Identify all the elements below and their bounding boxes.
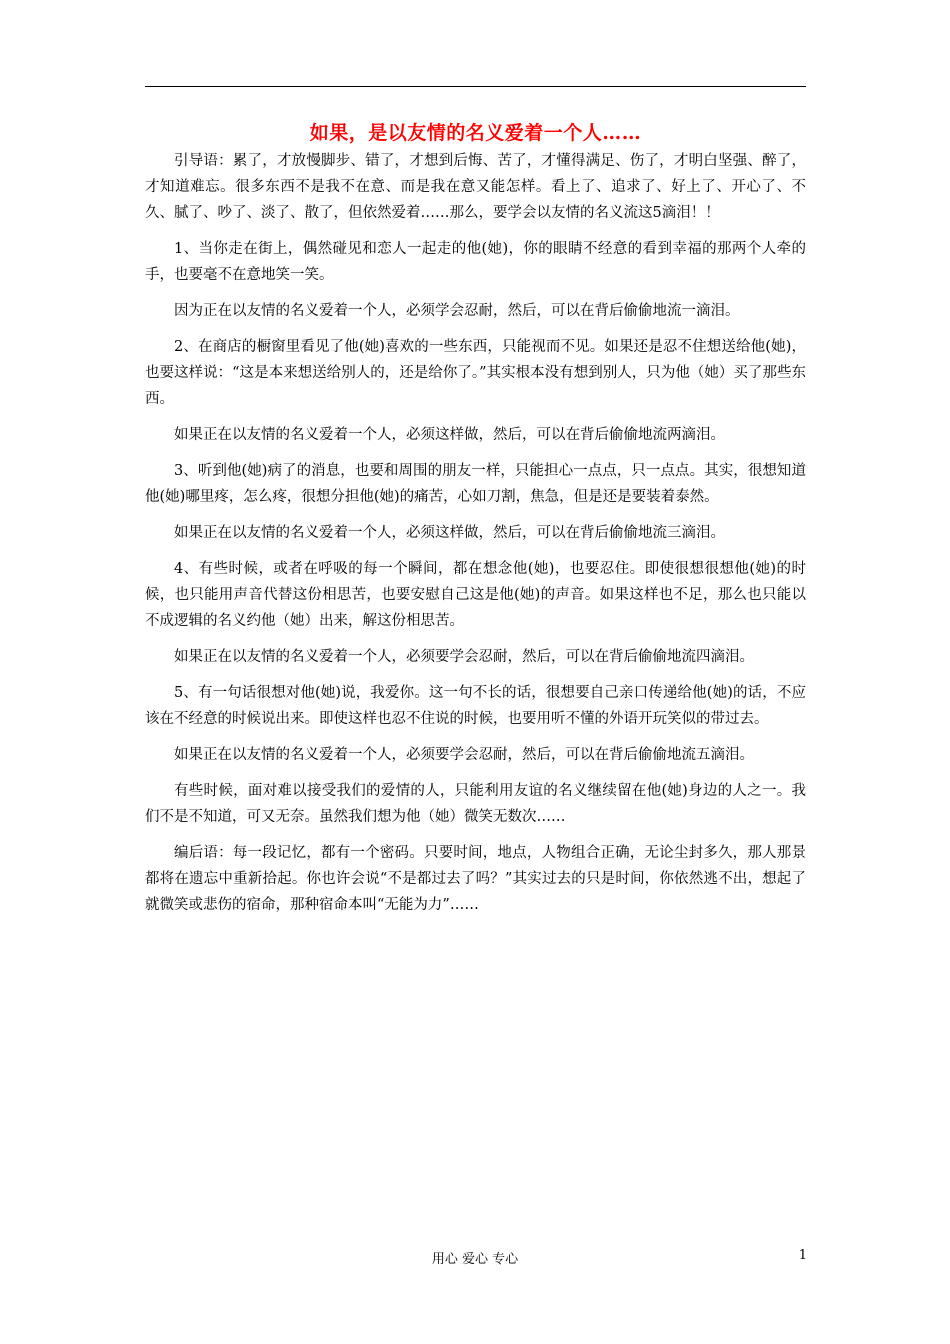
paragraph-9: 5、有一句话很想对他(她)说，我爱你。这一句不长的话，很想要自己亲口传递给他(她)的话，不应该在不经意的时候说出来。即使这样也忍不住说的时候，也要用听不懂的外语开玩笑似的带过去。 [145, 685, 806, 727]
paragraph-11: 有些时候，面对难以接受我们的爱情的人，只能利用友谊的名义继续留在他(她)身边的人之一。我们不是不知道，可又无奈。虽然我们想为他（她）微笑无数次…… [145, 783, 806, 825]
paragraph-2: 因为正在以友情的名义爱着一个人，必须学会忍耐，然后，可以在背后偷偷地流一滴泪。 [174, 303, 740, 319]
page-footer [0, 1248, 950, 1268]
document-title: 如果，是以友情的名义爱着一个人…… [309, 122, 642, 144]
paragraph-5: 3、听到他(她)病了的消息，也要和周围的朋友一样，只能担心一点点，只一点点。其实，很想知道他(她)哪里疼，怎么疼，很想分担他(她)的痛苦，心如刀割，焦急，但是还是要装着泰然。 [145, 463, 806, 505]
footer-text: 用心 爱心 专心 [431, 1252, 519, 1267]
page-number: 1 [798, 1248, 807, 1263]
paragraph-10: 如果正在以友情的名义爱着一个人，必须要学会忍耐，然后，可以在背后偷偷地流五滴泪。 [174, 747, 754, 763]
document-body [145, 120, 806, 918]
paragraph-3: 2、在商店的橱窗里看见了他(她)喜欢的一些东西，只能视而不见。如果还是忍不住想送给他(她)，也要这样说：“这是本来想送给别人的，还是给你了。”其实根本没有想到别人，只为他（她）买了那些东西。 [145, 339, 806, 407]
intro-paragraph: 引导语：累了，才放慢脚步、错了，才想到后悔、苦了，才懂得满足、伤了，才明白坚强、醉了，才知道难忘。很多东西不是我不在意、而是我在意又能怎样。看上了、追求了、好上了、开心了、不久、腻了、吵了、淡了、散了，但依然爱着……那么，要学会以友情的名义流这5滴泪！！ [145, 153, 806, 221]
paragraph-7: 4、有些时候，或者在呼吸的每一个瞬间，都在想念他(她)，也要忍住。即使很想很想他(她)的时候，也只能用声音代替这份相思苦，也要安慰自己这是他(她)的声音。如果这样也不足，那么也只能以不成逻辑的名义约他（她）出来，解这份相思苦。 [145, 561, 806, 629]
paragraph-8: 如果正在以友情的名义爱着一个人，必须要学会忍耐，然后，可以在背后偷偷地流四滴泪。 [174, 649, 754, 665]
paragraph-6: 如果正在以友情的名义爱着一个人，必须这样做，然后，可以在背后偷偷地流三滴泪。 [174, 525, 725, 541]
paragraph-4: 如果正在以友情的名义爱着一个人，必须这样做，然后，可以在背后偷偷地流两滴泪。 [174, 427, 725, 443]
paragraph-1: 1、当你走在街上，偶然碰见和恋人一起走的他(她)，你的眼睛不经意的看到幸福的那两个人牵的手，也要毫不在意地笑一笑。 [145, 241, 806, 283]
header-rule [145, 86, 806, 87]
editor-note-paragraph: 编后语：每一段记忆，都有一个密码。只要时间，地点，人物组合正确，无论尘封多久，那人那景都将在遗忘中重新拾起。你也许会说“不是都过去了吗？”其实过去的只是时间，你依然逃不出，想起了就微笑或悲伤的宿命，那种宿命本叫“无能为力”…… [145, 845, 806, 913]
